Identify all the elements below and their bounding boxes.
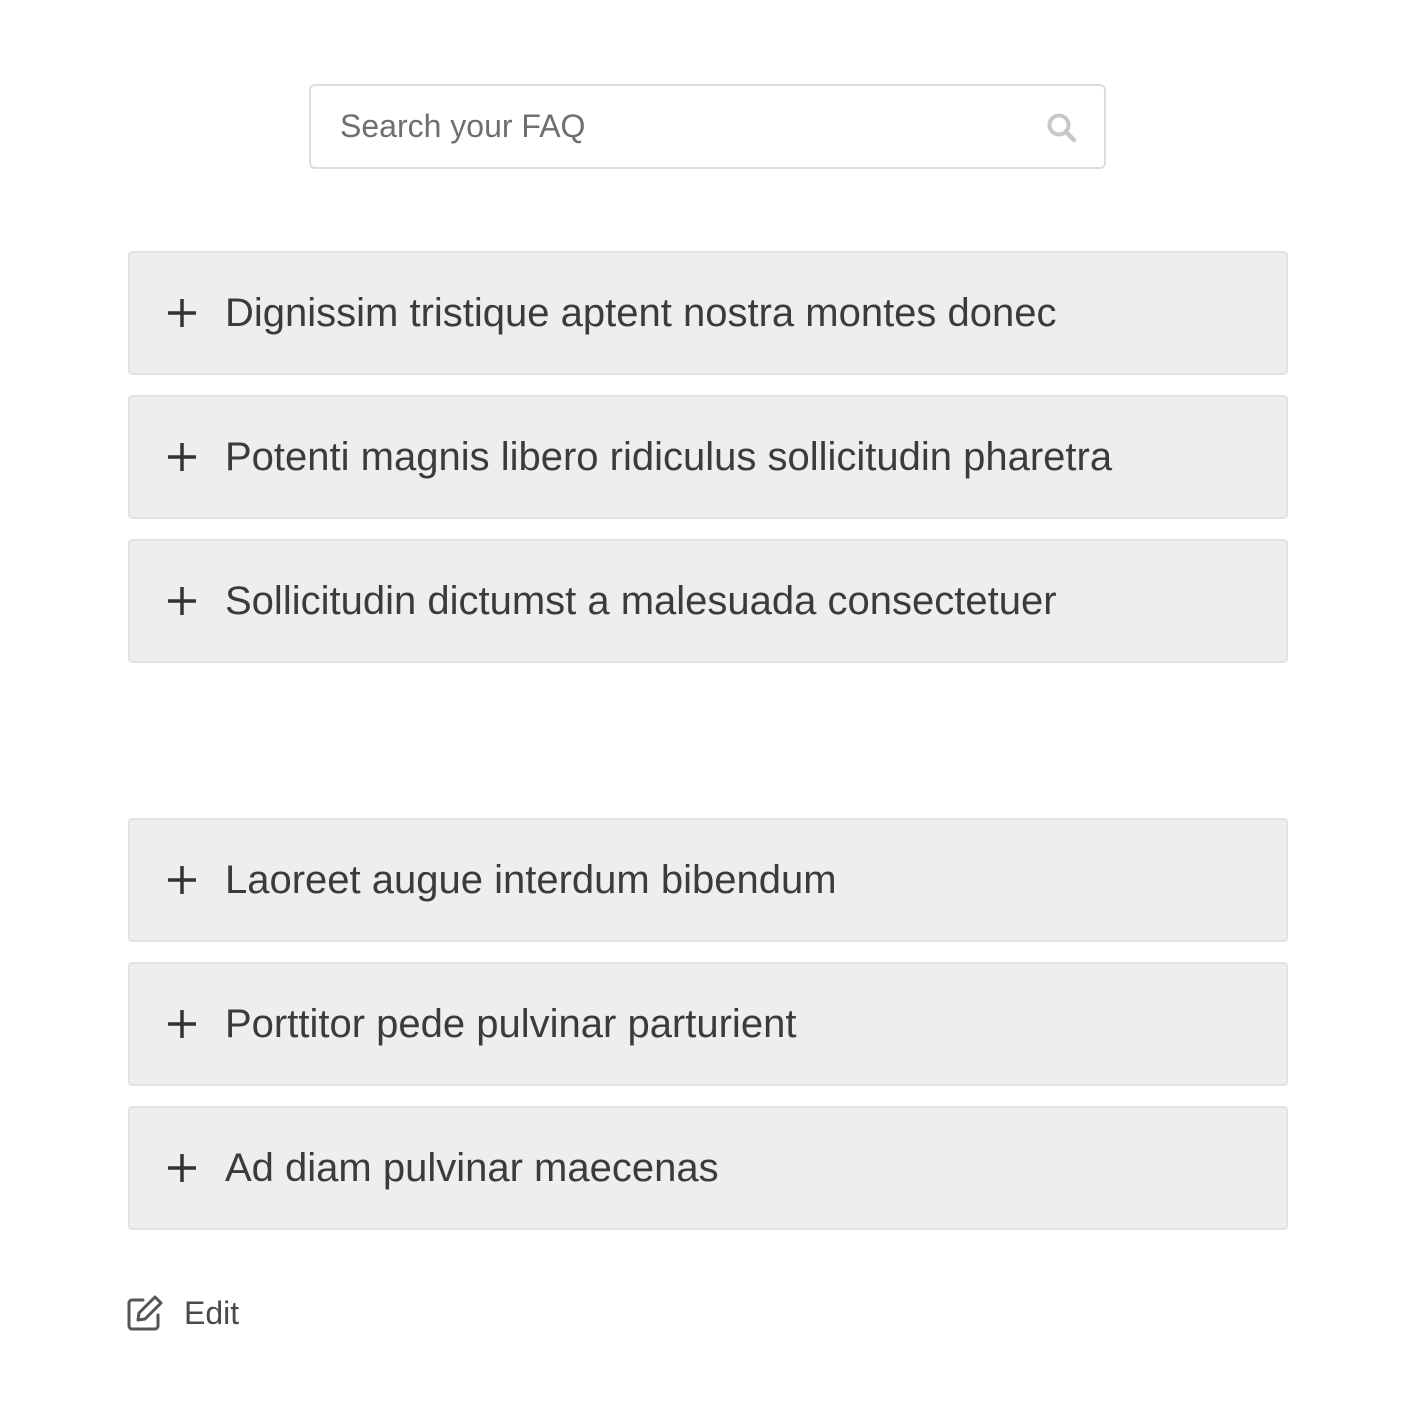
faq-item[interactable] xyxy=(128,539,1288,663)
faq-item[interactable] xyxy=(128,395,1288,519)
faq-group-2 xyxy=(128,818,1288,1250)
plus-icon xyxy=(166,1152,198,1184)
faq-question: Porttitor pede pulvinar parturient xyxy=(225,1001,797,1046)
search-icon[interactable] xyxy=(1046,112,1078,144)
plus-icon xyxy=(166,864,198,896)
edit-icon xyxy=(126,1294,164,1332)
plus-icon xyxy=(166,1008,198,1040)
edit-label: Edit xyxy=(184,1294,240,1331)
search-box[interactable] xyxy=(309,84,1106,169)
faq-item[interactable] xyxy=(128,251,1288,375)
faq-item[interactable] xyxy=(128,1106,1288,1230)
faq-question: Dignissim tristique aptent nostra montes donec xyxy=(225,290,1057,335)
plus-icon xyxy=(166,585,198,617)
search-input[interactable] xyxy=(311,86,1104,167)
faq-item[interactable] xyxy=(128,818,1288,942)
faq-question: Ad diam pulvinar maecenas xyxy=(225,1145,719,1190)
faq-group-1 xyxy=(128,251,1288,683)
faq-question: Sollicitudin dictumst a malesuada consectetuer xyxy=(225,578,1057,623)
plus-icon xyxy=(166,297,198,329)
plus-icon xyxy=(166,441,198,473)
edit-button[interactable] xyxy=(126,1294,239,1332)
faq-question: Laoreet augue interdum bibendum xyxy=(225,857,837,902)
faq-question: Potenti magnis libero ridiculus sollicitudin pharetra xyxy=(225,434,1113,479)
faq-item[interactable] xyxy=(128,962,1288,1086)
